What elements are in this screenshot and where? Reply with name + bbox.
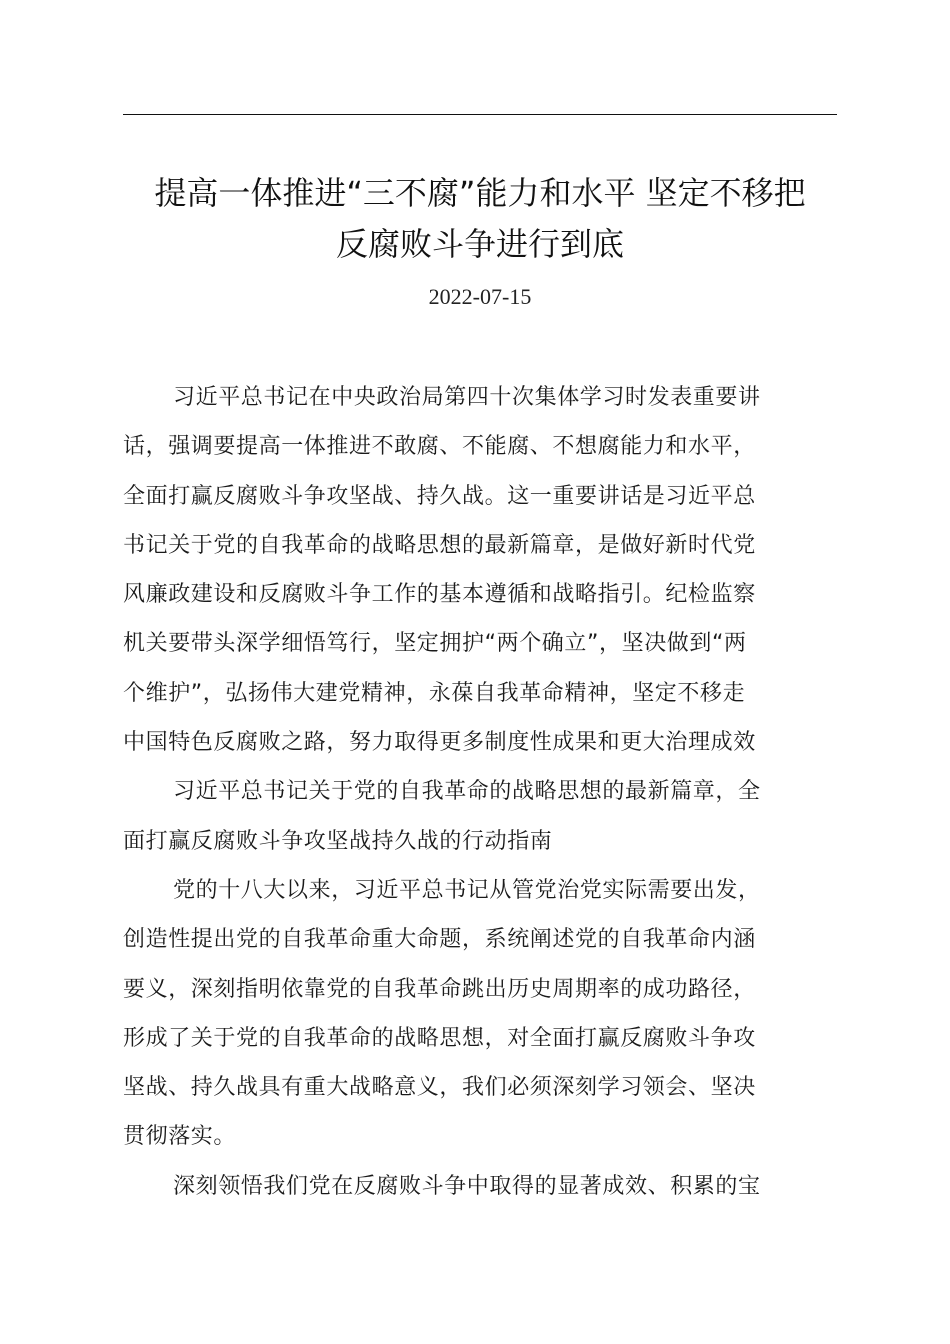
title-line-2: 反腐败斗争进行到底	[335, 225, 624, 263]
body-line: 要义，深刻指明依靠党的自我革命跳出历史周期率的成功路径，	[123, 976, 756, 1002]
body-line: 书记关于党的自我革命的战略思想的最新篇章，是做好新时代党	[123, 532, 756, 558]
body-line: 机关要带头深学细悟笃行，坚定拥护“两个确立”，坚决做到“两	[123, 631, 747, 657]
title-line-1: 提高一体推进“三不腐”能力和水平 坚定不移把	[154, 174, 806, 212]
header-rule	[123, 114, 837, 115]
body-line: 贯彻落实。	[123, 1124, 237, 1150]
section-heading-line: 面打赢反腐败斗争攻坚战持久战的行动指南	[123, 828, 553, 854]
body-line: 坚战、持久战具有重大战略意义，我们必须深刻学习领会、坚决	[123, 1075, 756, 1101]
body-line: 习近平总书记在中央政治局第四十次集体学习时发表重要讲	[173, 385, 761, 410]
section-heading-line: 习近平总书记关于党的自我革命的战略思想的最新篇章，全	[173, 779, 761, 805]
body-line: 话，强调要提高一体推进不敢腐、不能腐、不想腐能力和水平，	[123, 434, 756, 460]
body-line: 形成了关于党的自我革命的战略思想，对全面打赢反腐败斗争攻	[123, 1025, 756, 1051]
body-line: 中国特色反腐败之路，努力取得更多制度性成果和更大治理成效	[123, 730, 756, 756]
body-line: 全面打赢反腐败斗争攻坚战、持久战。这一重要讲话是习近平总	[123, 483, 756, 509]
document-title	[110, 168, 850, 270]
body-line: 个维护”，弘扬伟大建党精神，永葆自我革命精神，坚定不移走	[123, 680, 746, 706]
document-body	[123, 373, 837, 1211]
body-line: 党的十八大以来，习近平总书记从管党治党实际需要出发，	[173, 877, 761, 903]
body-line: 风廉政建设和反腐败斗争工作的基本遵循和战略指引。纪检监察	[123, 582, 756, 608]
body-line: 深刻领悟我们党在反腐败斗争中取得的显著成效、积累的宝	[173, 1173, 761, 1199]
publish-date: 2022-07-15	[428, 284, 532, 309]
body-line: 创造性提出党的自我革命重大命题，系统阐述党的自我革命内涵	[123, 927, 756, 953]
